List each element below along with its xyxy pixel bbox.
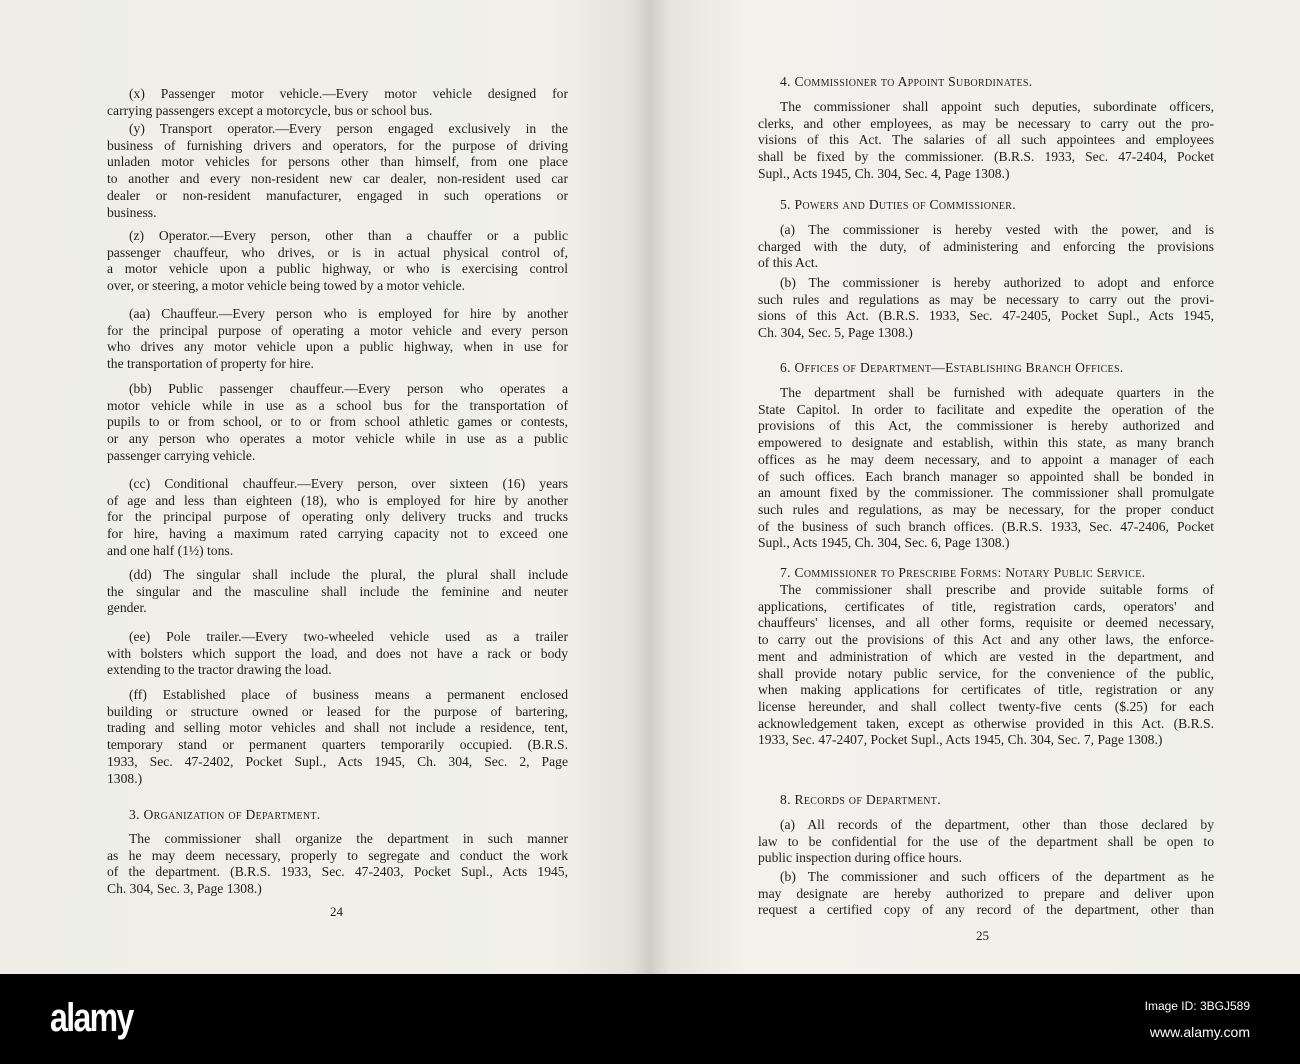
text-line: 1933, Sec. 47-2407, Pocket Supl., Acts 1945, Ch. 304, Sec. 7, Page 1308.) [758, 732, 1163, 748]
section-heading [758, 74, 1214, 91]
text-line: chauffeurs' licenses, and all other forms, requisite or deemed necessary, [758, 615, 1214, 631]
paragraph [107, 687, 568, 787]
text-line: the singular and the masculine shall include the feminine and neuter [107, 583, 568, 599]
text-line: dealer or non-resident manufacturer, engaged in such operations or [107, 187, 568, 203]
text-line: 1933, Sec. 47-2402, Pocket Supl., Acts 1945, Ch. 304, Sec. 2, Page [107, 753, 568, 769]
text-line: for hire, having a maximum rated carrying capacity not to exceed one [107, 526, 568, 542]
text-line: The commissioner shall appoint such deputies, subordinate officers, [780, 99, 1214, 114]
text-line: to carry out the provisions of this Act and any other laws, the enforce- [758, 632, 1214, 648]
text-line: charged with the duty, of administering and enforcing the provisions [758, 238, 1214, 254]
text-line: State Capitol. In order to facilitate and expedite the operation of the [758, 401, 1214, 417]
text-line: may designate are hereby authorized to prepare and deliver upon [758, 885, 1214, 901]
text-line: 1308.) [107, 770, 143, 786]
text-line: The commissioner shall organize the department in such manner [129, 831, 568, 846]
text-line: Ch. 304, Sec. 5, Page 1308.) [758, 325, 913, 341]
text-line: 8. Records of Department. [780, 792, 941, 807]
text-line: provisions of this Act, the commissioner is hereby authorized and [758, 418, 1214, 434]
paragraph [107, 86, 568, 119]
text-line: (bb) Public passenger chauffeur.—Every person who operates a [129, 381, 568, 396]
text-line: acknowledgement taken, except as otherwise provided in this Act. (B.R.S. [758, 715, 1214, 731]
paragraph [758, 222, 1214, 272]
text-line: 5. Powers and Duties of Commissioner. [780, 197, 1016, 212]
text-line: of this Act. [758, 255, 819, 271]
text-line: shall provide notary public service, for the convenience of the public, [758, 665, 1214, 681]
text-line: (b) The commissioner and such officers of the department as he [780, 869, 1214, 884]
paragraph [758, 99, 1214, 183]
text-line: 3. Organization of Department. [129, 807, 321, 822]
text-line: for the principal purpose of operating a motor vehicle and every person [107, 322, 568, 338]
text-line: applications, certificates of title, registration cards, operators' and [758, 598, 1214, 614]
text-line: a motor vehicle upon a public highway, or who is exercising control [107, 261, 568, 277]
text-line: passenger chauffeur, who drives, or is in actual physical control of, [107, 244, 568, 260]
text-line: carrying passengers except a motorcycle, bus or school bus. [107, 102, 433, 118]
paragraph [107, 121, 568, 221]
text-line: passenger carrying vehicle. [107, 447, 256, 463]
text-line: request a certified copy of any record of the department, other than [758, 902, 1214, 918]
text-line: Supl., Acts 1945, Ch. 304, Sec. 4, Page 1308.) [758, 165, 1010, 181]
watermark-bar [0, 974, 1300, 1064]
text-line: building or structure owned or leased for the purpose of bartering, [107, 703, 568, 719]
text-line: The department shall be furnished with adequate quarters in the [780, 385, 1214, 400]
text-line: (a) The commissioner is hereby vested with the power, and is [780, 222, 1214, 237]
text-line: (aa) Chauffeur.—Every person who is employed for hire by another [129, 306, 568, 321]
section-heading [758, 197, 1214, 214]
alamy-logo: alamy [50, 996, 133, 1040]
text-line: of the business of such branch offices. (B.R.S. 1933, Sec. 47-2406, Pocket [758, 518, 1214, 534]
image-id: Image ID: 3BGJ589 [1144, 999, 1250, 1013]
text-line: (ee) Pole trailer.—Every two-wheeled vehicle used as a trailer [129, 629, 568, 644]
text-line: 7. Commissioner to Prescribe Forms: Notary Public Service. [780, 565, 1146, 580]
page-number: 24 [330, 904, 343, 919]
text-line: unladen motor vehicles for persons other than himself, from one place [107, 154, 568, 170]
text-line: 6. Offices of Department—Establishing Branch Offices. [780, 360, 1124, 375]
section-heading [107, 807, 568, 824]
text-line: shall be fixed by the commissioner. (B.R.S. 1933, Sec. 47-2404, Pocket [758, 149, 1214, 165]
paragraph [107, 567, 568, 617]
text-line: when making applications for certificates of title, registration or any [758, 682, 1214, 698]
text-line: offices as he may deem necessary, and to appoint a manager of each [758, 451, 1214, 467]
text-line: (a) All records of the department, other than those declared by [780, 817, 1214, 832]
text-line: (cc) Conditional chauffeur.—Every person, over sixteen (16) years [129, 476, 568, 491]
text-line: for the principal purpose of operating only delivery trucks and trucks [107, 509, 568, 525]
paragraph [758, 385, 1214, 552]
paragraph [107, 629, 568, 679]
text-line: business. [107, 204, 157, 220]
text-line: such rules and regulations, as may be necessary, for the proper conduct [758, 501, 1214, 517]
text-line: law to be confidential for the use of the department shall be open to [758, 833, 1214, 849]
website-url: www.alamy.com [1149, 1024, 1250, 1040]
text-line: (dd) The singular shall include the plural, the plural shall include [129, 567, 568, 582]
text-line: or any person who operates a motor vehicle while in use as a public [107, 431, 568, 447]
left-page [0, 0, 650, 974]
text-line: sions of this Act. (B.R.S. 1933, Sec. 47-2405, Pocket Supl., Acts 1945, [758, 308, 1214, 324]
text-line: the transportation of property for hire. [107, 356, 314, 372]
text-line: license hereunder, and shall collect twenty-five cents ($.25) for each [758, 698, 1214, 714]
text-line: over, or steering, a motor vehicle being towed by a motor vehicle. [107, 278, 466, 294]
paragraph [107, 381, 568, 465]
text-line: of age and less than eighteen (18), who is employed for hire by another [107, 492, 568, 508]
section-heading [758, 565, 1214, 582]
page-number: 25 [976, 928, 989, 943]
text-line: motor vehicle while in use as a school bus for the transportation of [107, 397, 568, 413]
text-line: visions of this Act. The salaries of all such appointees and employees [758, 132, 1214, 148]
text-line: who drives any motor vehicle upon a public highway, when in use for [107, 339, 568, 355]
text-line: (x) Passenger motor vehicle.—Every motor vehicle designed for [129, 86, 568, 101]
text-line: and one half (1½) tons. [107, 542, 234, 558]
section-heading [758, 792, 1214, 809]
paragraph [107, 476, 568, 560]
paragraph [758, 275, 1214, 342]
paragraph [107, 306, 568, 373]
text-line: an amount fixed by the commissioner. The commissioner shall promulgate [758, 485, 1214, 501]
text-line: 4. Commissioner to Appoint Subordinates. [780, 74, 1033, 89]
text-line: to another and every non-resident new car dealer, non-resident used car [107, 171, 568, 187]
text-line: The commissioner shall prescribe and provide suitable forms of [780, 582, 1214, 597]
text-line: empowered to designate and establish, within this state, as many branch [758, 435, 1214, 451]
text-line: (b) The commissioner is hereby authorized to adopt and enforce [780, 275, 1214, 290]
text-line: Supl., Acts 1945, Ch. 304, Sec. 6, Page 1308.) [758, 535, 1010, 551]
text-line: ment and administration of which are vested in the department, and [758, 648, 1214, 664]
text-line: Ch. 304, Sec. 3, Page 1308.) [107, 881, 262, 897]
text-line: pupils to or from school, or to or from school athletic games or contests, [107, 414, 568, 430]
text-line: gender. [107, 600, 147, 616]
paragraph [758, 869, 1214, 919]
paragraph [107, 831, 568, 898]
text-line: (z) Operator.—Every person, other than a chauffer or a public [129, 228, 568, 243]
text-line: public inspection during office hours. [758, 850, 962, 866]
text-line: temporary stand or permanent quarters temporarily occupied. (B.R.S. [107, 737, 568, 753]
text-line: such rules and regulations as may be necessary to carry out the provi- [758, 291, 1214, 307]
text-line: of the department. (B.R.S. 1933, Sec. 47-2403, Pocket Supl., Acts 1945, [107, 864, 568, 880]
text-line: extending to the tractor drawing the load. [107, 662, 332, 678]
text-line: (y) Transport operator.—Every person engaged exclusively in the [129, 121, 568, 136]
right-page [650, 0, 1300, 974]
text-line: with bolsters which support the load, and does not have a rack or body [107, 645, 568, 661]
text-line: of such offices. Each branch manager so appointed shall be bonded in [758, 468, 1214, 484]
text-line: business of furnishing drivers and operators, for the purpose of driving [107, 137, 568, 153]
section-heading [758, 360, 1214, 377]
paragraph [758, 817, 1214, 867]
text-line: as he may deem necessary, properly to segregate and conduct the work [107, 847, 568, 863]
paragraph [758, 582, 1214, 749]
text-line: clerks, and other employees, as may be necessary to carry out the pro- [758, 115, 1214, 131]
text-line: (ff) Established place of business means a permanent enclosed [129, 687, 568, 702]
paragraph [107, 228, 568, 295]
text-line: trading and selling motor vehicles and shall not include a residence, tent, [107, 720, 568, 736]
